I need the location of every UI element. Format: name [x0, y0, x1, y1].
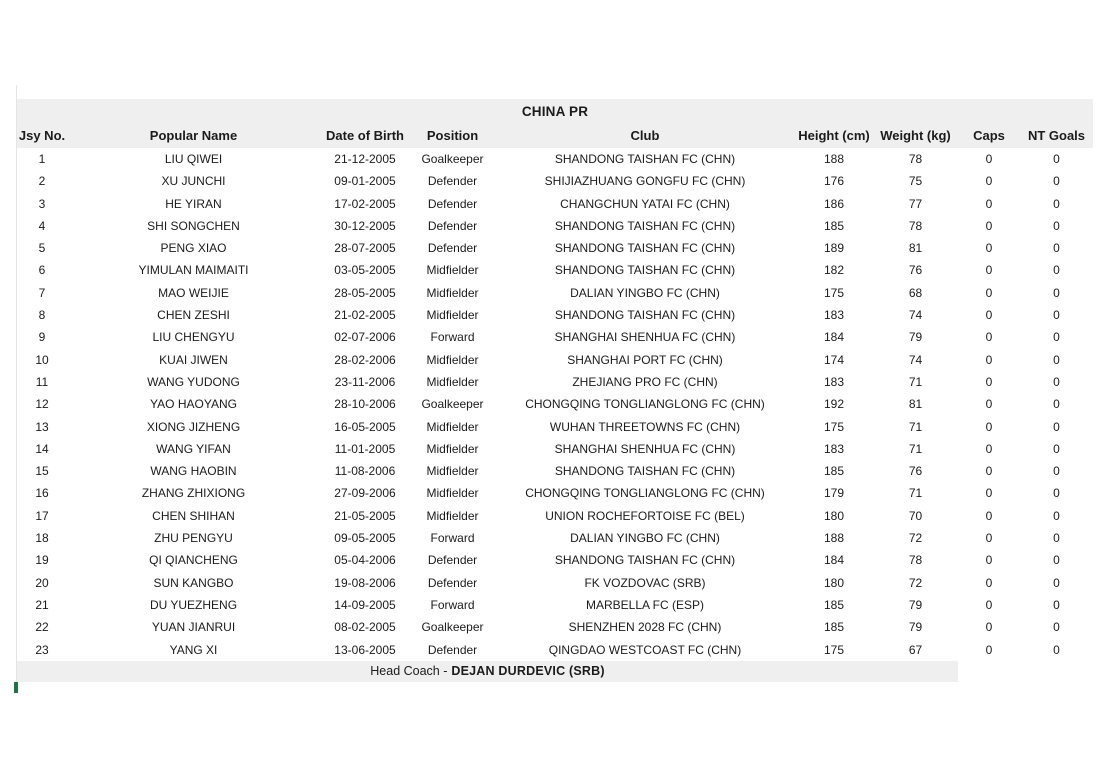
- cell-height-cm: 185: [823, 464, 845, 479]
- cell-weight-kg: 79: [908, 330, 923, 345]
- head-coach-label: Head Coach -: [370, 663, 448, 678]
- cell-nt-goals: 0: [1053, 464, 1060, 479]
- cell-popular-name: KUAI JIWEN: [159, 352, 228, 367]
- cell-date-of-birth: 28-07-2005: [334, 241, 396, 256]
- cell-position: Midfielder: [426, 508, 479, 523]
- cell-date-of-birth: 09-05-2005: [334, 531, 396, 546]
- cell-position: Goalkeeper: [421, 152, 484, 166]
- cell-jsy-no: 20: [35, 575, 49, 590]
- cell-date-of-birth: 21-05-2005: [334, 508, 396, 523]
- cell-date-of-birth: 11-08-2006: [334, 464, 396, 479]
- cell-weight-kg: 74: [908, 308, 923, 323]
- cell-weight-kg: 78: [908, 553, 923, 568]
- cell-caps: 0: [985, 620, 993, 635]
- cell-caps: 0: [985, 642, 993, 657]
- cell-caps: 0: [985, 308, 993, 323]
- cell-jsy-no: 3: [38, 196, 46, 211]
- cell-nt-goals: 0: [1053, 441, 1060, 456]
- cell-club: DALIAN YINGBO FC (CHN): [570, 531, 720, 546]
- cell-height-cm: 175: [823, 419, 845, 434]
- cell-popular-name: YANG XI: [169, 642, 218, 657]
- cell-jsy-no: 17: [35, 508, 49, 523]
- cell-height-cm: 189: [823, 241, 845, 256]
- cell-club: CHANGCHUN YATAI FC (CHN): [560, 196, 730, 211]
- cell-weight-kg: 74: [908, 352, 923, 367]
- player-row: [17, 549, 1093, 571]
- cell-nt-goals: 0: [1053, 241, 1060, 256]
- cell-caps: 0: [985, 218, 993, 233]
- cell-date-of-birth: 05-04-2006: [334, 553, 396, 568]
- player-rows: [17, 148, 1093, 661]
- cell-height-cm: 186: [823, 196, 845, 211]
- cell-date-of-birth: 27-09-2006: [334, 486, 396, 501]
- player-row: [17, 572, 1093, 594]
- cell-jsy-no: 23: [35, 642, 49, 657]
- cell-club: SHANDONG TAISHAN FC (CHN): [554, 152, 736, 166]
- cell-date-of-birth: 13-06-2005: [334, 642, 396, 657]
- cell-height-cm: 188: [823, 531, 845, 546]
- cell-nt-goals: 0: [1053, 642, 1060, 657]
- head-coach-name: DEJAN DURDEVIC (SRB): [451, 663, 605, 678]
- cell-height-cm: 188: [823, 152, 845, 166]
- cell-jsy-no: 8: [38, 308, 46, 323]
- cell-club: QINGDAO WESTCOAST FC (CHN): [548, 642, 742, 657]
- cell-club: SHANDONG TAISHAN FC (CHN): [554, 464, 736, 479]
- cell-height-cm: 180: [823, 575, 845, 590]
- cell-position: Forward: [430, 597, 475, 612]
- cell-position: Defender: [427, 218, 478, 233]
- cell-caps: 0: [985, 575, 993, 590]
- cell-club: SHANGHAI SHENHUA FC (CHN): [554, 441, 736, 456]
- cell-height-cm: 185: [823, 597, 845, 612]
- cell-weight-kg: 71: [908, 419, 923, 434]
- cell-weight-kg: 70: [908, 508, 923, 523]
- player-row: [17, 527, 1093, 549]
- cell-height-cm: 182: [823, 263, 845, 278]
- cell-date-of-birth: 02-07-2006: [334, 330, 396, 345]
- cell-height-cm: 175: [823, 285, 845, 300]
- cell-jsy-no: 4: [38, 218, 46, 233]
- cell-popular-name: YUAN JIANRUI: [151, 620, 236, 635]
- cell-date-of-birth: 30-12-2005: [334, 218, 396, 233]
- cell-nt-goals: 0: [1053, 330, 1060, 345]
- player-row: [17, 639, 1093, 661]
- cell-caps: 0: [985, 464, 993, 479]
- cell-popular-name: WANG YUDONG: [147, 374, 240, 389]
- cell-position: Midfielder: [426, 308, 479, 323]
- cell-popular-name: ZHANG ZHIXIONG: [141, 486, 246, 501]
- cell-weight-kg: 67: [908, 642, 923, 657]
- cell-position: Goalkeeper: [421, 397, 484, 412]
- cell-height-cm: 185: [823, 218, 845, 233]
- cell-jsy-no: 7: [38, 285, 46, 300]
- cell-club: SHANDONG TAISHAN FC (CHN): [554, 218, 736, 233]
- cell-nt-goals: 0: [1053, 597, 1060, 612]
- cell-height-cm: 175: [823, 642, 845, 657]
- player-row: [17, 482, 1093, 504]
- cell-nt-goals: 0: [1053, 196, 1060, 211]
- cell-date-of-birth: 16-05-2005: [334, 419, 396, 434]
- cell-jsy-no: 18: [35, 531, 49, 546]
- cell-caps: 0: [985, 486, 993, 501]
- cell-weight-kg: 79: [908, 620, 923, 635]
- cell-nt-goals: 0: [1053, 174, 1060, 189]
- cell-popular-name: SHI SONGCHEN: [147, 218, 240, 233]
- cell-nt-goals: 0: [1053, 152, 1060, 166]
- cell-club: SHENZHEN 2028 FC (CHN): [568, 620, 722, 635]
- cell-weight-kg: 71: [908, 486, 923, 501]
- cell-position: Defender: [427, 241, 478, 256]
- cell-popular-name: CHEN ZESHI: [157, 308, 230, 323]
- cell-height-cm: 183: [823, 308, 845, 323]
- cell-popular-name: PENG XIAO: [160, 241, 227, 256]
- cell-club: SHANDONG TAISHAN FC (CHN): [554, 553, 736, 568]
- cell-weight-kg: 71: [908, 441, 923, 456]
- cell-nt-goals: 0: [1053, 374, 1060, 389]
- cell-position: Defender: [427, 575, 478, 590]
- cell-height-cm: 179: [823, 486, 845, 501]
- player-row: [17, 438, 1093, 460]
- cell-weight-kg: 71: [908, 374, 923, 389]
- player-row: [17, 259, 1093, 281]
- player-row: [17, 505, 1093, 527]
- player-row: [17, 349, 1093, 371]
- cell-nt-goals: 0: [1053, 620, 1060, 635]
- cell-date-of-birth: 17-02-2005: [334, 196, 396, 211]
- cell-weight-kg: 77: [908, 196, 923, 211]
- cell-date-of-birth: 11-01-2005: [334, 441, 396, 456]
- cell-popular-name: DU YUEZHENG: [149, 597, 238, 612]
- cell-jsy-no: 15: [35, 464, 49, 479]
- cell-caps: 0: [985, 152, 993, 166]
- cell-position: Midfielder: [426, 441, 479, 456]
- cell-nt-goals: 0: [1053, 575, 1060, 590]
- player-row: [17, 326, 1093, 348]
- squad-roster-sheet: [16, 85, 1093, 682]
- player-row: [17, 148, 1093, 170]
- cell-position: Midfielder: [426, 374, 479, 389]
- column-header-club: Club: [630, 128, 660, 143]
- column-header-row: [17, 124, 1093, 148]
- cell-date-of-birth: 23-11-2006: [334, 374, 396, 389]
- cell-height-cm: 184: [823, 330, 845, 345]
- cell-popular-name: ZHU PENGYU: [154, 531, 233, 546]
- cell-popular-name: XIONG JIZHENG: [146, 419, 241, 434]
- cell-caps: 0: [985, 174, 993, 189]
- cell-jsy-no: 10: [35, 352, 49, 367]
- cell-position: Midfielder: [426, 263, 479, 278]
- cell-popular-name: YAO HAOYANG: [150, 397, 237, 412]
- player-row: [17, 460, 1093, 482]
- cell-weight-kg: 68: [908, 285, 923, 300]
- cell-weight-kg: 76: [908, 464, 923, 479]
- cell-nt-goals: 0: [1053, 308, 1060, 323]
- cell-date-of-birth: 21-12-2005: [334, 152, 396, 166]
- cell-date-of-birth: 28-10-2006: [334, 397, 396, 412]
- cell-popular-name: WANG YIFAN: [156, 441, 231, 456]
- cell-club: CHONGQING TONGLIANGLONG FC (CHN): [525, 397, 765, 412]
- cell-caps: 0: [985, 597, 993, 612]
- cell-caps: 0: [985, 352, 993, 367]
- cell-weight-kg: 72: [908, 531, 923, 546]
- cell-date-of-birth: 08-02-2005: [334, 620, 396, 635]
- cell-caps: 0: [985, 441, 993, 456]
- column-header-popular-name: Popular Name: [149, 128, 238, 143]
- cell-weight-kg: 72: [908, 575, 923, 590]
- column-header-height: Height (cm): [798, 128, 870, 143]
- cell-weight-kg: 78: [908, 218, 923, 233]
- cell-popular-name: LIU QIWEI: [164, 152, 223, 166]
- cell-nt-goals: 0: [1053, 352, 1060, 367]
- cell-height-cm: 183: [823, 374, 845, 389]
- cell-nt-goals: 0: [1053, 285, 1060, 300]
- cell-caps: 0: [985, 508, 993, 523]
- cell-weight-kg: 78: [908, 152, 923, 166]
- cell-jsy-no: 12: [35, 397, 49, 412]
- player-row: [17, 371, 1093, 393]
- cell-popular-name: CHEN SHIHAN: [152, 508, 235, 523]
- cell-jsy-no: 14: [35, 441, 49, 456]
- cell-jsy-no: 13: [35, 419, 49, 434]
- player-row: [17, 193, 1093, 215]
- cell-popular-name: YIMULAN MAIMAITI: [138, 263, 249, 278]
- cell-weight-kg: 76: [908, 263, 923, 278]
- cell-caps: 0: [985, 553, 993, 568]
- cell-caps: 0: [985, 330, 993, 345]
- cell-jsy-no: 22: [35, 620, 49, 635]
- cell-nt-goals: 0: [1053, 553, 1060, 568]
- cell-jsy-no: 9: [38, 330, 46, 345]
- top-spacer-row: [17, 85, 1093, 99]
- cell-nt-goals: 0: [1053, 397, 1060, 412]
- cell-position: Midfielder: [426, 464, 479, 479]
- cell-nt-goals: 0: [1053, 486, 1060, 501]
- cell-caps: 0: [985, 241, 993, 256]
- cell-jsy-no: 2: [38, 174, 46, 189]
- cell-position: Defender: [427, 553, 478, 568]
- cell-weight-kg: 79: [908, 597, 923, 612]
- cell-club: UNION ROCHEFORTOISE FC (BEL): [545, 508, 745, 523]
- cell-nt-goals: 0: [1053, 218, 1060, 233]
- cell-nt-goals: 0: [1053, 419, 1060, 434]
- cell-club: FK VOZDOVAC (SRB): [584, 575, 706, 590]
- cell-height-cm: 180: [823, 508, 845, 523]
- player-row: [17, 282, 1093, 304]
- cell-popular-name: HE YIRAN: [165, 196, 222, 211]
- cell-weight-kg: 81: [908, 241, 923, 256]
- cell-jsy-no: 19: [35, 553, 49, 568]
- cell-popular-name: XU JUNCHI: [161, 174, 226, 189]
- player-row: [17, 304, 1093, 326]
- team-title: CHINA PR: [17, 99, 1093, 124]
- cell-club: SHANDONG TAISHAN FC (CHN): [554, 308, 736, 323]
- cell-club: SHANGHAI PORT FC (CHN): [567, 352, 723, 367]
- cell-caps: 0: [985, 196, 993, 211]
- cell-caps: 0: [985, 263, 993, 278]
- cell-date-of-birth: 03-05-2005: [334, 263, 396, 278]
- column-header-caps: Caps: [973, 128, 1005, 143]
- cell-weight-kg: 75: [908, 174, 923, 189]
- player-row: [17, 393, 1093, 415]
- column-header-nt-goals: NT Goals: [1027, 128, 1086, 143]
- cell-date-of-birth: 28-05-2005: [334, 285, 396, 300]
- cell-caps: 0: [985, 531, 993, 546]
- column-header-date-of-birth: Date of Birth: [326, 128, 404, 143]
- cell-popular-name: LIU CHENGYU: [152, 330, 235, 345]
- column-header-weight: Weight (kg): [880, 128, 951, 143]
- player-row: [17, 237, 1093, 259]
- cell-height-cm: 174: [823, 352, 845, 367]
- cell-club: ZHEJIANG PRO FC (CHN): [572, 374, 718, 389]
- cell-position: Midfielder: [426, 285, 479, 300]
- cell-caps: 0: [985, 285, 993, 300]
- cell-club: SHIJIAZHUANG GONGFU FC (CHN): [544, 174, 746, 189]
- cell-position: Defender: [427, 642, 478, 657]
- cell-club: DALIAN YINGBO FC (CHN): [570, 285, 720, 300]
- cell-club: CHONGQING TONGLIANGLONG FC (CHN): [525, 486, 765, 501]
- cell-position: Goalkeeper: [421, 620, 484, 635]
- cell-height-cm: 184: [823, 553, 845, 568]
- head-coach-row: [17, 661, 958, 682]
- column-header-jsy-no: Jsy No.: [18, 128, 66, 143]
- cell-jsy-no: 5: [38, 241, 46, 256]
- cell-jsy-no: 21: [35, 597, 49, 612]
- cell-position: Midfielder: [426, 419, 479, 434]
- cell-popular-name: WANG HAOBIN: [150, 464, 237, 479]
- cell-position: Forward: [430, 531, 475, 546]
- column-header-position: Position: [426, 128, 479, 143]
- cell-position: Midfielder: [426, 352, 479, 367]
- cell-height-cm: 192: [823, 397, 845, 412]
- cell-jsy-no: 1: [38, 152, 46, 166]
- cell-position: Forward: [430, 330, 475, 345]
- cell-position: Defender: [427, 196, 478, 211]
- cell-caps: 0: [985, 374, 993, 389]
- cell-jsy-no: 16: [35, 486, 49, 501]
- player-row: [17, 215, 1093, 237]
- cell-date-of-birth: 21-02-2005: [334, 308, 396, 323]
- cell-caps: 0: [985, 419, 993, 434]
- cell-position: Midfielder: [426, 486, 479, 501]
- cell-nt-goals: 0: [1053, 263, 1060, 278]
- cell-club: WUHAN THREETOWNS FC (CHN): [549, 419, 741, 434]
- cell-club: MARBELLA FC (ESP): [585, 597, 705, 612]
- cell-weight-kg: 81: [908, 397, 923, 412]
- cell-club: SHANDONG TAISHAN FC (CHN): [554, 263, 736, 278]
- player-row: [17, 616, 1093, 638]
- player-row: [17, 170, 1093, 192]
- cell-position: Defender: [427, 174, 478, 189]
- player-row: [17, 594, 1093, 616]
- cell-popular-name: SUN KANGBO: [153, 575, 234, 590]
- cell-height-cm: 183: [823, 441, 845, 456]
- cell-date-of-birth: 14-09-2005: [334, 597, 396, 612]
- cell-nt-goals: 0: [1053, 531, 1060, 546]
- player-row: [17, 416, 1093, 438]
- cell-date-of-birth: 19-08-2006: [334, 575, 396, 590]
- cell-height-cm: 176: [823, 174, 845, 189]
- cell-date-of-birth: 09-01-2005: [334, 174, 396, 189]
- cell-caps: 0: [985, 397, 993, 412]
- cell-height-cm: 185: [823, 620, 845, 635]
- cell-jsy-no: 6: [38, 263, 46, 278]
- cell-club: SHANGHAI SHENHUA FC (CHN): [554, 330, 736, 345]
- cell-popular-name: QI QIANCHENG: [149, 553, 238, 568]
- cell-jsy-no: 11: [35, 374, 49, 389]
- cell-popular-name: MAO WEIJIE: [158, 285, 229, 300]
- cell-nt-goals: 0: [1053, 508, 1060, 523]
- cell-date-of-birth: 28-02-2006: [334, 352, 396, 367]
- sheet-edge-green-marker: [14, 682, 18, 693]
- cell-club: SHANDONG TAISHAN FC (CHN): [554, 241, 736, 256]
